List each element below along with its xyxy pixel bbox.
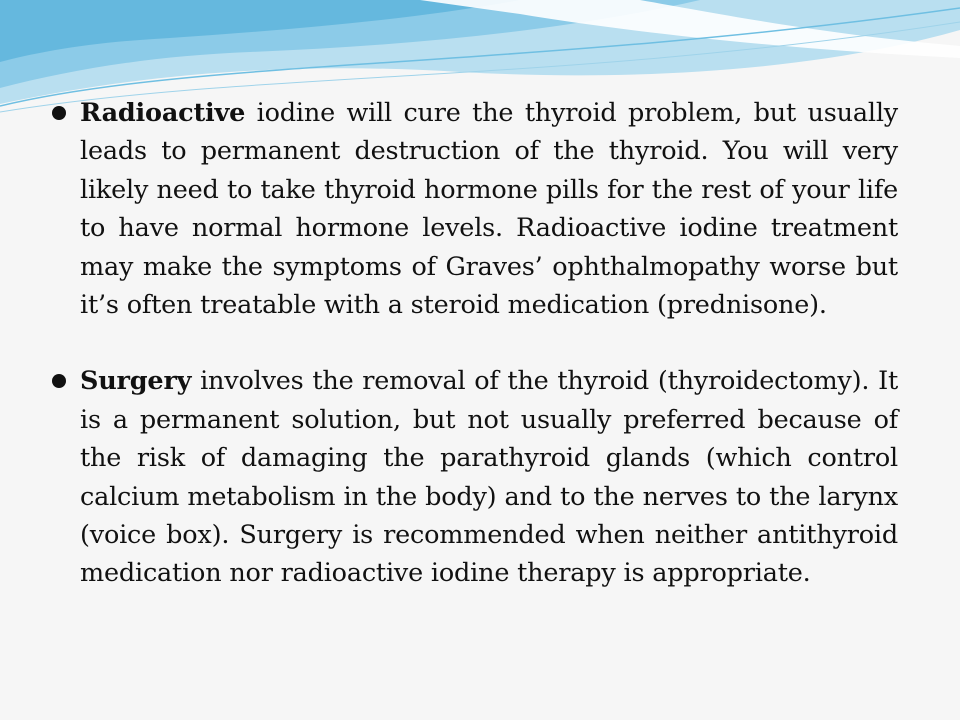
bullet-surgery: [52, 362, 898, 592]
bullet-list: [52, 94, 898, 593]
bullet-term: Surgery: [80, 366, 192, 397]
bullet-dot-icon: [52, 374, 66, 388]
bullet-term: Radioactive: [80, 98, 246, 128]
bullet-text: iodine will cure the thyroid problem, but usually leads to permanent destruction of the thyroid. You will very likely need to take thyroid hormone pills for the rest of your life to have normal hormone levels. Radioactive iodine treatment may make the symptoms of Graves’ ophthalmopathy worse but it’s often treatable with a steroid medication (prednisone).: [80, 98, 898, 321]
bullet-dot-icon: [52, 106, 66, 120]
bullet-text: involves the removal of the thyroid (thyroidectomy). It is a permanent solution, but not usually preferred because of the risk of damaging the parathyroid glands (which control calcium metabolism in the body) and to the nerves to the larynx (voice box). Surgery is recommended when neither antithyroid medication nor radioactive iodine therapy is appropriate.: [80, 366, 898, 589]
bullet-radioactive-iodine: [52, 94, 898, 324]
